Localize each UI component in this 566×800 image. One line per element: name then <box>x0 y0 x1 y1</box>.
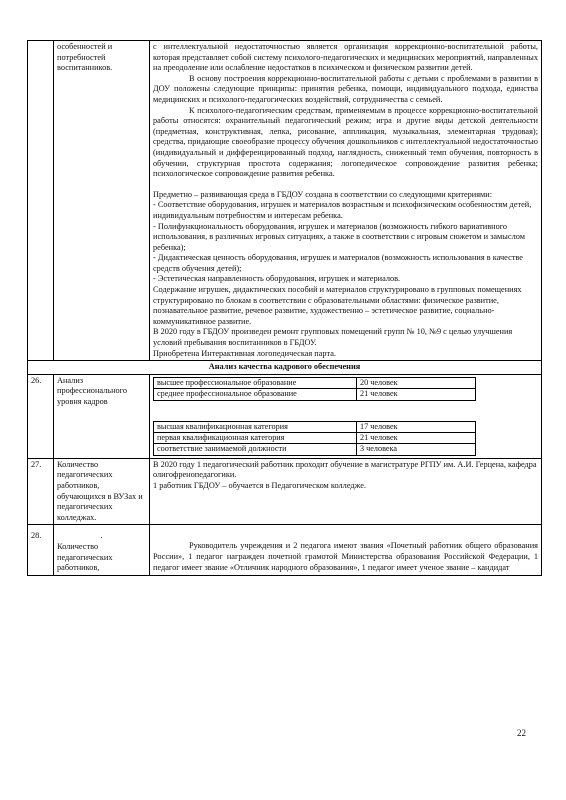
row-marker: . <box>100 531 103 541</box>
paragraph: В основу построения коррекционно-воспитательной работы с детьми с проблемами в развитии в ДОУ положены следующие принципы: принятия ребенка, помощи, индивидуального подхода, единства медицинских и психолого-педагогических воздействий, сотрудничества с семьей. <box>153 73 538 104</box>
paragraph: К психолого-педагогическим средствам, применяемым в процессе коррекционно-воспитательной работы относятся: охранительный педагогический режим; игра и другие виды детской деятельности (предметная, конструктивная, лепка, рисование, аппликация, музыкальная, элементарная трудовая); средства, придающие своеобразие процессу обучения дошкольников с интеллектуальной недостаточностью (индивидуальный и дифференцированный подход, наглядность, сниженный темп обучения, повторность в обучении, структурная простота содержания; логопедическое сопровождение развития ребенка; психологическое сопровождение развития ребенка. <box>153 105 538 179</box>
category-value: 17 человек <box>357 421 476 432</box>
paragraph: В 2020 году в ГБДОУ произведен ремонт групповых помещений групп № 10, №9 с целью улучшения условий пребывания воспитанников в ГБДОУ. <box>153 327 513 348</box>
row-label-cell <box>54 41 150 361</box>
row-number: 27. <box>28 458 54 525</box>
paragraph: Содержание игрушек, дидактических пособий и материалов структурировано в групповых помещениях структурировано по блокам в соответствии с образовательными областями: физическое развитие, познавательное развитие, речевое развитие, художественно – эстетическое развитие, социально-коммуникативное развитие. <box>153 285 522 326</box>
table-row <box>154 377 476 388</box>
education-value: 21 человек <box>357 389 476 400</box>
document-page <box>27 40 541 576</box>
category-value: 3 человека <box>357 444 476 455</box>
row-label: Количество педагогических работников, <box>57 542 113 573</box>
list-item: - Эстетическая направленность оборудования, игрушек и материалов. <box>153 274 401 284</box>
table-row <box>154 433 476 444</box>
page-number: 22 <box>517 728 526 738</box>
table-row <box>154 389 476 400</box>
table-row <box>28 41 542 361</box>
category-label: соответствие занимаемой должности <box>154 444 357 455</box>
paragraph: В 2020 году 1 педагогический работник проходит обучение в магистратуре РГПУ им. А.И. Герцена, кафедра олигофренопедагогики. <box>153 459 537 480</box>
paragraph: 1 работник ГБДОУ – обучается в Педагогическом колледже. <box>153 481 366 491</box>
category-table <box>153 421 476 456</box>
table-row <box>154 444 476 455</box>
list-item: - Соответствие оборудования, игрушек и материалов возрастным и психофизическим особенностям детей, индивидуальным потребностям и интересам ребенка. <box>153 200 532 220</box>
row-number: 28. <box>28 525 54 575</box>
education-table <box>153 377 476 401</box>
list-item: - Дидактическая ценность оборудования, игрушек и материалов (возможность использования в качестве средств обучения детей); <box>153 253 523 273</box>
row-content-cell <box>150 374 542 458</box>
row-number: 26. <box>28 374 54 458</box>
education-label: высшее профессиональное образование <box>154 377 357 388</box>
category-value: 21 человек <box>357 433 476 444</box>
table-row <box>28 525 542 575</box>
category-label: высшая квалификационная категория <box>154 421 357 432</box>
row-content-cell <box>150 525 542 575</box>
table-row <box>154 421 476 432</box>
row-label: Анализ профессионального уровня кадров <box>54 374 150 458</box>
table-row <box>28 458 542 525</box>
table-row <box>28 361 542 375</box>
education-value: 20 человек <box>357 377 476 388</box>
row-number-cell <box>28 41 54 361</box>
section-header: Анализ качества кадрового обеспечения <box>28 361 542 375</box>
report-table <box>27 40 542 576</box>
education-label: среднее профессиональное образование <box>154 389 357 400</box>
category-label: первая квалификационная категория <box>154 433 357 444</box>
paragraph: Руководитель учреждения и 2 педагога имеют звания «Почетный работник общего образования России», 1 педагог награжден почетной грамотой Министерства образования Российской Федерации, 1 педагог имеет звание «Отличник народного образования», 1 педагог имеет ученое звание – кандидат <box>153 541 538 572</box>
list-item: - Полифункциональность оборудования, игрушек и материалов (возможность гибкого вариативного использования, в различных игровых ситуациях, а также в соответствии с игровым сюжетом и замыслом ребенка); <box>153 221 525 252</box>
row-content-cell <box>150 41 542 361</box>
table-row <box>28 374 542 458</box>
paragraph: с интеллектуальной недостаточностью является организация коррекционно-воспитательной работы, которая представляет собой систему психолого-педагогических и медицинских мероприятий, направленных на преодоление или ослабление недостатков в психическом и физическом развитии детей. <box>153 42 538 73</box>
list-intro: Предметно – развивающая среда в ГБДОУ создана в соответствии со следующими критериями: <box>153 189 493 199</box>
row-content-cell <box>150 458 542 525</box>
row-label-cell <box>54 525 150 575</box>
paragraph: Приобретена Интерактивная логопедическая парта. <box>153 348 336 358</box>
row-label: особенностей и потребностей воспитанников. <box>57 42 113 73</box>
row-label: Количество педагогических работников, обучающихся в ВУЗах и педагогических колледжах. <box>54 458 150 525</box>
